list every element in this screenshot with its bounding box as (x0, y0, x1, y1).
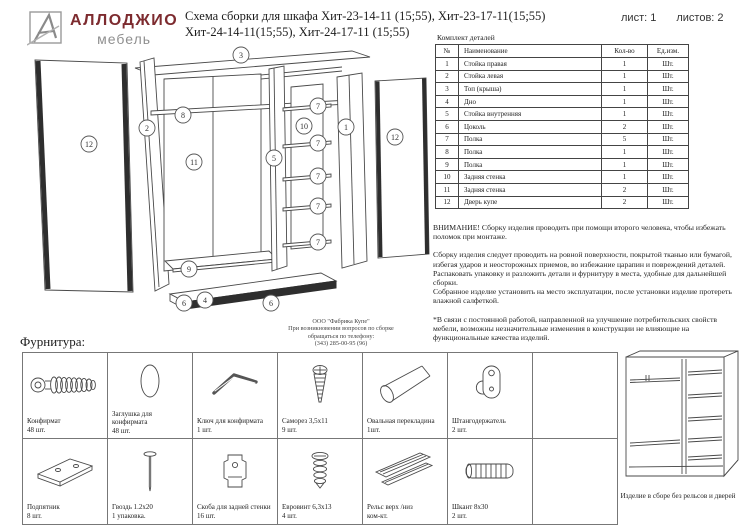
table-row (436, 171, 689, 184)
hardware-item-hex-key (193, 353, 278, 439)
svg-text:7: 7 (316, 237, 320, 247)
table-cell: Шт. (648, 83, 689, 96)
assembly-notes (433, 223, 739, 342)
table-cell: Шт. (648, 108, 689, 121)
parts-table (435, 44, 689, 209)
sheet-info (621, 12, 724, 24)
exploded-diagram (18, 46, 433, 318)
cap-icon (108, 353, 192, 410)
part-callout (139, 120, 155, 136)
factory-phone: (343) 285-00-95 (96) (314, 340, 368, 348)
factory-contact-note (256, 318, 426, 348)
brand-logo (27, 9, 65, 47)
table-row (436, 95, 689, 108)
part-back-wall-big (164, 74, 261, 271)
table-cell: Стойка внутренняя (459, 108, 602, 121)
empty-cell (533, 353, 618, 439)
table-cell: 5 (602, 133, 648, 146)
part-bottom-plinth (170, 273, 336, 309)
table-cell: 1 (602, 95, 648, 108)
hardware-item-name: Конфирмат (27, 417, 61, 425)
factory-name: ООО "Фабрика Купе" (312, 318, 370, 325)
rail-icon (363, 439, 447, 503)
part-callout (310, 234, 326, 250)
part-callout (266, 150, 282, 166)
factory-note-line: При возникновении вопросов по сборке (288, 325, 394, 333)
assembled-wardrobe-drawing (620, 348, 746, 488)
assembled-view-caption: Изделие в сборе без рельсов и дверей (620, 492, 736, 500)
svg-text:1: 1 (344, 122, 348, 132)
table-cell: 1 (602, 83, 648, 96)
table-cell: 1 (602, 58, 648, 71)
part-callout (310, 98, 326, 114)
note-paragraph: Собранное изделие установить на место эксплуатации, после установки изделие протереть влажной салфеткой. (433, 287, 732, 306)
table-cell: 1 (602, 108, 648, 121)
table-row (436, 158, 689, 171)
hardware-item-name: Скоба для задней стенки (197, 503, 271, 511)
hardware-item-rail (363, 439, 448, 525)
table-cell: Задняя стенка (459, 183, 602, 196)
part-callout (310, 198, 326, 214)
table-cell: 6 (436, 120, 459, 133)
hardware-item-name: Евровинт 6,3х13 (282, 503, 332, 511)
hardware-item-name: Ключ для конфирмата (197, 417, 263, 425)
svg-text:4: 4 (203, 295, 207, 305)
table-cell: 2 (602, 183, 648, 196)
table-cell: 2 (602, 196, 648, 209)
table-row (436, 83, 689, 96)
table-cell: Шт. (648, 158, 689, 171)
svg-text:7: 7 (316, 171, 320, 181)
parts-table-caption: Комплект деталей (437, 33, 495, 42)
hardware-item-name: Саморез 3,5х11 (282, 417, 328, 425)
hardware-item-qty: ком-кт. (367, 511, 388, 520)
table-row (436, 133, 689, 146)
table-cell: Полка (459, 158, 602, 171)
part-callout (175, 107, 191, 123)
hardware-item-rod-holder (448, 353, 533, 439)
svg-text:11: 11 (190, 157, 198, 167)
sheet-number: лист: 1 (621, 12, 657, 24)
table-cell: Шт. (648, 183, 689, 196)
table-cell: Дверь купе (459, 196, 602, 209)
table-row (436, 183, 689, 196)
hardware-item-name: Подпятник (27, 503, 60, 511)
table-header-row (436, 45, 689, 58)
svg-text:12: 12 (85, 139, 93, 149)
table-cell: 4 (436, 95, 459, 108)
hardware-item-glide (23, 439, 108, 525)
brand-text (70, 12, 178, 47)
hardware-item-qty: 9 шт. (282, 425, 297, 434)
table-cell: Стойка левая (459, 70, 602, 83)
factory-note-line: обращаться по телефону: (307, 332, 375, 340)
svg-text:8: 8 (181, 110, 185, 120)
table-cell: Шт. (648, 95, 689, 108)
table-cell: 2 (436, 70, 459, 83)
part-callout (181, 261, 197, 277)
parts-table-body (436, 58, 689, 209)
hardware-item-name: Рельс верх /низ (367, 503, 413, 511)
table-cell: Шт. (648, 133, 689, 146)
table-cell: Полка (459, 133, 602, 146)
hardware-item-qty: 1шт. (367, 425, 381, 434)
part-door-right (375, 78, 429, 258)
part-callout (263, 295, 279, 311)
svg-text:10: 10 (300, 121, 308, 131)
screw-icon (278, 353, 362, 417)
table-row (436, 108, 689, 121)
glide-plate-icon (23, 439, 107, 503)
part-callout (310, 135, 326, 151)
confirmat-screw-icon (23, 353, 107, 417)
table-cell: 9 (436, 158, 459, 171)
table-cell: 1 (602, 158, 648, 171)
hardware-item-nail (108, 439, 193, 525)
part-callout (338, 119, 354, 135)
page-title (185, 8, 565, 40)
part-callout (233, 47, 249, 63)
part-callout (310, 168, 326, 184)
part-callout (387, 129, 403, 145)
hardware-item-euro-screw (278, 439, 363, 525)
table-cell: Дно (459, 95, 602, 108)
table-cell: Шт. (648, 146, 689, 159)
table-cell: 1 (436, 58, 459, 71)
hardware-item-name: Заглушка для конфирмата (112, 409, 152, 426)
note-paragraph: Распаковать упаковку и разложить детали и фурнитуру в места, удобные для дальнейшей сборки. (433, 268, 727, 288)
table-cell: Цоколь (459, 120, 602, 133)
table-cell: Шт. (648, 196, 689, 209)
part-callout (186, 154, 202, 170)
col-header-num: № (436, 45, 459, 58)
svg-text:7: 7 (316, 201, 320, 211)
hardware-item-name: Шкант 8х30 (452, 503, 489, 511)
hardware-item-qty: 48 шт. (27, 425, 46, 434)
note-paragraph: Сборку изделия следует проводить на ровной поверхности, покрытой тканью или бумагой, избегая ударов и неосторожных приемов, во избежание царапин и повреждений деталей. (433, 250, 732, 269)
table-cell: Шт. (648, 70, 689, 83)
title-line-2: Хит-24-14-11(15;55), Хит-24-17-11 (15;55) (185, 25, 410, 39)
svg-text:9: 9 (187, 264, 191, 274)
hardware-section-title: Фурнитура: (20, 334, 86, 349)
warning-text: ВНИМАНИЕ! Сборку изделия проводить при помощи второго человека, чтобы избежать поломок при монтаже. (433, 223, 726, 242)
part-side-inner (269, 66, 287, 271)
hardware-item-qty: 4 шт. (282, 511, 297, 520)
hardware-item-qty: 8 шт. (27, 511, 42, 520)
svg-text:12: 12 (391, 132, 399, 142)
hardware-item-name: Гвоздь 1.2х20 (112, 503, 153, 511)
nail-icon (108, 439, 192, 503)
back-wall-bracket-icon (193, 439, 277, 503)
hardware-item-bracket (193, 439, 278, 525)
part-callout (296, 118, 312, 134)
hardware-item-qty: 2 шт. (452, 425, 467, 434)
hardware-item-confirmat (23, 353, 108, 439)
table-cell: Шт. (648, 58, 689, 71)
table-cell: Шт. (648, 171, 689, 184)
brand-subtitle: мебель (97, 31, 152, 47)
svg-text:3: 3 (239, 50, 243, 60)
hardware-item-oval-rod (363, 353, 448, 439)
rod-holder-icon (448, 353, 532, 417)
table-cell: 11 (436, 183, 459, 196)
table-cell: Задняя стенка (459, 171, 602, 184)
svg-text:6: 6 (269, 298, 273, 308)
dowel-icon (448, 439, 532, 503)
brand-name: АЛЛОДЖИО (70, 12, 179, 29)
oval-rod-icon (363, 353, 447, 417)
hardware-item-qty: 1 упаковка. (112, 511, 146, 520)
svg-text:7: 7 (316, 138, 320, 148)
table-cell: 12 (436, 196, 459, 209)
table-row (436, 120, 689, 133)
hardware-item-qty: 1 шт. (197, 425, 212, 434)
table-cell: Стойка правая (459, 58, 602, 71)
hardware-grid (22, 352, 618, 525)
table-cell: 3 (436, 83, 459, 96)
table-row (436, 146, 689, 159)
table-cell: 7 (436, 133, 459, 146)
empty-cell (533, 439, 618, 525)
title-line-1: Схема сборки для шкафа Хит-23-14-11 (15;55), Хит-23-17-11(15;55) (185, 9, 546, 23)
hardware-item-qty: 2 шт. (452, 511, 467, 520)
col-header-unit: Ед.изм. (648, 45, 689, 58)
hardware-item-qty: 48 шт. (112, 426, 131, 435)
col-header-name: Наименование (459, 45, 602, 58)
note-paragraph: *В связи с постоянной работой, направленной на улучшение потребительских свойств мебели, возможны незначительные изменения в конструкции не влияющие на функциональные качества изделий. (433, 314, 718, 343)
part-callout (197, 292, 213, 308)
table-cell: Шт. (648, 120, 689, 133)
euro-screw-icon (278, 439, 362, 503)
table-cell: 1 (602, 171, 648, 184)
part-callout (81, 136, 97, 152)
part-callout (176, 295, 192, 311)
table-row (436, 58, 689, 71)
col-header-qty: Кол-во (602, 45, 648, 58)
sheets-total: листов: 2 (676, 12, 724, 24)
table-cell: 2 (602, 120, 648, 133)
svg-text:5: 5 (272, 153, 276, 163)
table-cell: 1 (602, 70, 648, 83)
table-row (436, 196, 689, 209)
hardware-item-name: Штангодержатель (452, 417, 506, 425)
logo-a-icon (27, 9, 65, 47)
hardware-item-cap (108, 353, 193, 439)
part-door-left (35, 60, 133, 292)
hardware-item-name: Овальная перекладина (367, 417, 435, 425)
table-row (436, 70, 689, 83)
table-cell: 10 (436, 171, 459, 184)
part-side-right (337, 73, 367, 268)
hex-key-icon (193, 353, 277, 417)
hardware-item-qty: 16 шт. (197, 511, 216, 520)
svg-text:7: 7 (316, 101, 320, 111)
svg-text:2: 2 (145, 123, 149, 133)
table-cell: 8 (436, 146, 459, 159)
table-cell: 5 (436, 108, 459, 121)
hardware-item-screw (278, 353, 363, 439)
svg-text:6: 6 (182, 298, 186, 308)
table-cell: Полка (459, 146, 602, 159)
table-cell: 1 (602, 146, 648, 159)
hardware-item-dowel (448, 439, 533, 525)
table-cell: Топ (крыша) (459, 83, 602, 96)
